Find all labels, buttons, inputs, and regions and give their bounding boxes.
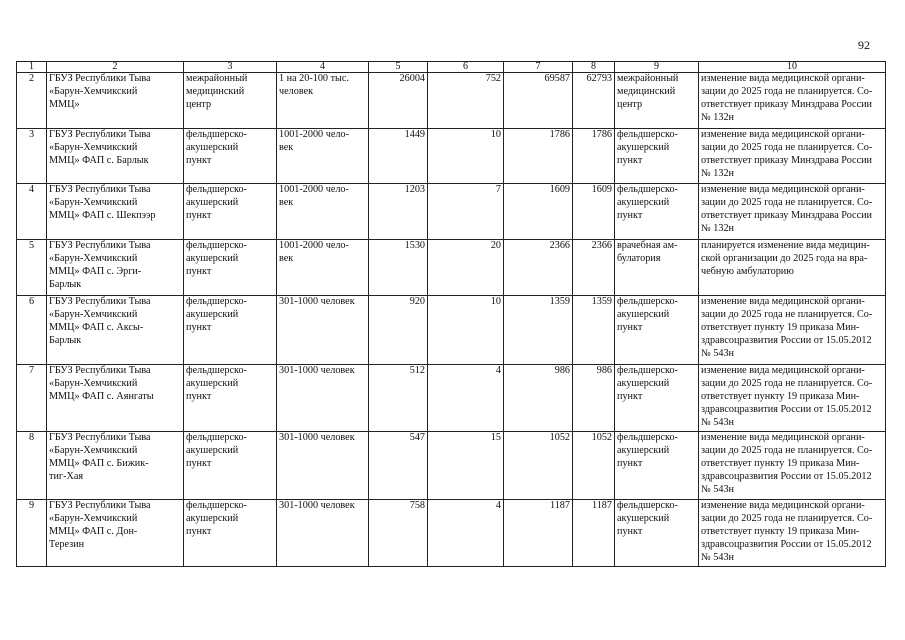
organization-cell-line: «Барун-Хемчикский bbox=[49, 512, 138, 524]
organization-type-cell bbox=[184, 129, 277, 184]
table-row bbox=[17, 184, 886, 240]
value-cell-7: 69587 bbox=[504, 73, 573, 129]
header-cell: 4 bbox=[277, 62, 369, 73]
table-row bbox=[17, 296, 886, 365]
planned-type-cell-line: фельдшерско- bbox=[617, 365, 678, 376]
planned-type-cell bbox=[615, 184, 699, 240]
population-cell-line: человек bbox=[279, 85, 314, 97]
planned-type-cell-line: центр bbox=[617, 98, 643, 110]
value-cell-5: 1449 bbox=[369, 129, 428, 184]
planned-type-cell bbox=[615, 129, 699, 184]
value-cell-8: 62793 bbox=[573, 73, 615, 129]
header-cell: 2 bbox=[47, 62, 184, 73]
organization-cell-line: ММЦ» ФАП с. Эрги- bbox=[49, 265, 142, 277]
note-cell-line: ответствует приказу Минздрава России bbox=[701, 209, 872, 221]
note-cell bbox=[699, 365, 886, 432]
note-cell bbox=[699, 129, 886, 184]
organization-type-cell-line: пункт bbox=[186, 265, 212, 277]
organization-type-cell bbox=[184, 500, 277, 567]
organization-cell-line: ММЦ» ФАП с. Дон- bbox=[49, 525, 138, 537]
planned-type-cell-line: акушерский bbox=[617, 196, 670, 208]
population-cell-line: век bbox=[279, 141, 294, 153]
row-number-cell: 4 bbox=[17, 184, 47, 240]
table-row bbox=[17, 129, 886, 184]
note-cell-line: зации до 2025 года не планируется. Со- bbox=[701, 308, 873, 320]
value-cell-5: 547 bbox=[369, 432, 428, 500]
value-cell-8: 2366 bbox=[573, 240, 615, 296]
note-cell bbox=[699, 73, 886, 129]
population-cell-line: 301-1000 человек bbox=[279, 296, 355, 307]
organization-type-cell-line: пункт bbox=[186, 390, 212, 402]
value-cell-8: 1187 bbox=[573, 500, 615, 567]
value-cell-5: 920 bbox=[369, 296, 428, 365]
organization-cell-line: «Барун-Хемчикский bbox=[49, 196, 138, 208]
note-cell-line: ответствует пункту 19 приказа Мин- bbox=[701, 457, 860, 469]
organization-type-cell-line: акушерский bbox=[186, 444, 239, 456]
note-cell-line: ответствует пункту 19 приказа Мин- bbox=[701, 321, 860, 333]
organization-type-cell-line: пункт bbox=[186, 154, 212, 166]
value-cell-7: 1786 bbox=[504, 129, 573, 184]
note-cell-line: здравсоцразвития России от 15.05.2012 bbox=[701, 538, 872, 550]
header-cell: 3 bbox=[184, 62, 277, 73]
header-cell: 9 bbox=[615, 62, 699, 73]
note-cell-line: ской организации до 2025 года на вра- bbox=[701, 252, 868, 264]
organization-cell-line: ММЦ» ФАП с. Аксы- bbox=[49, 321, 144, 333]
note-cell-line: № 543н bbox=[701, 551, 734, 563]
organization-cell-line: ММЦ» ФАП с. Бижик- bbox=[49, 457, 149, 469]
header-cell: 8 bbox=[573, 62, 615, 73]
population-cell bbox=[277, 500, 369, 567]
organization-cell-line: ГБУЗ Республики Тыва bbox=[49, 240, 151, 251]
row-number-cell: 2 bbox=[17, 73, 47, 129]
planned-type-cell-line: булатория bbox=[617, 252, 661, 264]
organization-type-cell-line: фельдшерско- bbox=[186, 500, 247, 511]
organization-type-cell-line: медицинский bbox=[186, 85, 245, 97]
value-cell-6: 4 bbox=[428, 500, 504, 567]
organization-cell-line: Барлык bbox=[49, 278, 82, 290]
organization-cell-line: ММЦ» ФАП с. Аянгаты bbox=[49, 390, 154, 402]
organization-type-cell bbox=[184, 432, 277, 500]
value-cell-6: 752 bbox=[428, 73, 504, 129]
table-row bbox=[17, 432, 886, 500]
planned-type-cell-line: пункт bbox=[617, 321, 643, 333]
organization-cell-line: «Барун-Хемчикский bbox=[49, 308, 138, 320]
planned-type-cell-line: пункт bbox=[617, 457, 643, 469]
organization-type-cell-line: фельдшерско- bbox=[186, 184, 247, 195]
note-cell-line: № 132н bbox=[701, 167, 734, 179]
planned-type-cell-line: акушерский bbox=[617, 377, 670, 389]
note-cell-line: зации до 2025 года не планируется. Со- bbox=[701, 377, 873, 389]
organization-type-cell-line: пункт bbox=[186, 457, 212, 469]
organization-cell-line: «Барун-Хемчикский bbox=[49, 377, 138, 389]
planned-type-cell-line: фельдшерско- bbox=[617, 129, 678, 140]
planned-type-cell-line: пункт bbox=[617, 154, 643, 166]
organization-type-cell bbox=[184, 240, 277, 296]
value-cell-6: 7 bbox=[428, 184, 504, 240]
organization-cell-line: ГБУЗ Республики Тыва bbox=[49, 129, 151, 140]
note-cell-line: здравсоцразвития России от 15.05.2012 bbox=[701, 334, 872, 346]
organization-cell-line: ММЦ» ФАП с. Шекпээр bbox=[49, 209, 156, 221]
value-cell-8: 1609 bbox=[573, 184, 615, 240]
population-cell bbox=[277, 240, 369, 296]
organization-type-cell-line: межрайонный bbox=[186, 73, 248, 84]
organization-cell-line: ГБУЗ Республики Тыва bbox=[49, 432, 151, 443]
value-cell-5: 1530 bbox=[369, 240, 428, 296]
organization-cell-line: ММЦ» bbox=[49, 98, 80, 110]
organization-type-cell-line: фельдшерско- bbox=[186, 129, 247, 140]
value-cell-5: 26004 bbox=[369, 73, 428, 129]
organization-type-cell-line: акушерский bbox=[186, 196, 239, 208]
planned-type-cell bbox=[615, 500, 699, 567]
note-cell-line: изменение вида медицинской органи- bbox=[701, 296, 865, 307]
value-cell-6: 15 bbox=[428, 432, 504, 500]
organization-cell-line: Терезин bbox=[49, 538, 85, 550]
row-number-cell: 5 bbox=[17, 240, 47, 296]
organization-cell bbox=[47, 296, 184, 365]
note-cell-line: изменение вида медицинской органи- bbox=[701, 184, 865, 195]
organization-type-cell-line: центр bbox=[186, 98, 212, 110]
header-cell: 6 bbox=[428, 62, 504, 73]
table-row bbox=[17, 73, 886, 129]
header-cell: 1 bbox=[17, 62, 47, 73]
value-cell-6: 10 bbox=[428, 129, 504, 184]
organization-type-cell-line: пункт bbox=[186, 525, 212, 537]
planned-type-cell-line: акушерский bbox=[617, 512, 670, 524]
organization-type-cell-line: акушерский bbox=[186, 141, 239, 153]
population-cell bbox=[277, 73, 369, 129]
value-cell-6: 20 bbox=[428, 240, 504, 296]
planned-type-cell-line: медицинский bbox=[617, 85, 676, 97]
value-cell-8: 1786 bbox=[573, 129, 615, 184]
organization-cell bbox=[47, 500, 184, 567]
note-cell-line: здравсоцразвития России от 15.05.2012 bbox=[701, 403, 872, 415]
table-row bbox=[17, 500, 886, 567]
organization-type-cell bbox=[184, 73, 277, 129]
population-cell-line: век bbox=[279, 196, 294, 208]
note-cell-line: зации до 2025 года не планируется. Со- bbox=[701, 512, 873, 524]
organization-cell-line: тиг-Хая bbox=[49, 470, 84, 482]
population-cell-line: 1001-2000 чело- bbox=[279, 129, 349, 140]
organization-cell-line: ГБУЗ Республики Тыва bbox=[49, 296, 151, 307]
organization-type-cell-line: фельдшерско- bbox=[186, 432, 247, 443]
population-cell-line: 301-1000 человек bbox=[279, 500, 355, 511]
organization-cell-line: Барлык bbox=[49, 334, 82, 346]
population-cell-line: 1001-2000 чело- bbox=[279, 184, 349, 195]
organization-type-cell-line: акушерский bbox=[186, 308, 239, 320]
population-cell-line: 1 на 20-100 тыс. bbox=[279, 73, 349, 84]
note-cell-line: планируется изменение вида медицин- bbox=[701, 240, 870, 251]
organization-cell-line: «Барун-Хемчикский bbox=[49, 252, 138, 264]
organization-cell-line: ГБУЗ Республики Тыва bbox=[49, 365, 151, 376]
population-cell bbox=[277, 296, 369, 365]
note-cell-line: № 132н bbox=[701, 222, 734, 234]
organization-cell bbox=[47, 432, 184, 500]
value-cell-5: 512 bbox=[369, 365, 428, 432]
organization-type-cell bbox=[184, 365, 277, 432]
organization-type-cell bbox=[184, 184, 277, 240]
organization-type-cell-line: фельдшерско- bbox=[186, 365, 247, 376]
value-cell-6: 4 bbox=[428, 365, 504, 432]
population-cell bbox=[277, 129, 369, 184]
note-cell bbox=[699, 184, 886, 240]
organization-cell-line: «Барун-Хемчикский bbox=[49, 141, 138, 153]
organization-type-cell-line: пункт bbox=[186, 321, 212, 333]
header-cell: 5 bbox=[369, 62, 428, 73]
organization-type-cell-line: акушерский bbox=[186, 377, 239, 389]
note-cell-line: ответствует приказу Минздрава России bbox=[701, 154, 872, 166]
organization-cell-line: ГБУЗ Республики Тыва bbox=[49, 184, 151, 195]
planned-type-cell-line: акушерский bbox=[617, 308, 670, 320]
planned-type-cell-line: фельдшерско- bbox=[617, 432, 678, 443]
planned-type-cell-line: фельдшерско- bbox=[617, 500, 678, 511]
planned-type-cell-line: фельдшерско- bbox=[617, 296, 678, 307]
value-cell-7: 1187 bbox=[504, 500, 573, 567]
note-cell-line: № 132н bbox=[701, 111, 734, 123]
table-header-row bbox=[17, 62, 886, 73]
note-cell-line: изменение вида медицинской органи- bbox=[701, 432, 865, 443]
value-cell-8: 1052 bbox=[573, 432, 615, 500]
value-cell-8: 1359 bbox=[573, 296, 615, 365]
note-cell bbox=[699, 296, 886, 365]
note-cell-line: ответствует пункту 19 приказа Мин- bbox=[701, 390, 860, 402]
row-number-cell: 7 bbox=[17, 365, 47, 432]
organization-type-cell-line: фельдшерско- bbox=[186, 296, 247, 307]
note-cell-line: чебную амбулаторию bbox=[701, 265, 794, 277]
population-cell-line: 301-1000 человек bbox=[279, 432, 355, 443]
planned-type-cell bbox=[615, 365, 699, 432]
planned-type-cell-line: врачебная ам- bbox=[617, 240, 678, 251]
note-cell-line: ответствует пункту 19 приказа Мин- bbox=[701, 525, 860, 537]
value-cell-7: 1609 bbox=[504, 184, 573, 240]
organization-cell-line: ММЦ» ФАП с. Барлык bbox=[49, 154, 149, 166]
organization-cell-line: ГБУЗ Республики Тыва bbox=[49, 500, 151, 511]
organization-type-cell-line: акушерский bbox=[186, 512, 239, 524]
row-number-cell: 3 bbox=[17, 129, 47, 184]
row-number-cell: 8 bbox=[17, 432, 47, 500]
note-cell-line: изменение вида медицинской органи- bbox=[701, 73, 865, 84]
medical-organizations-table bbox=[16, 61, 886, 567]
note-cell-line: изменение вида медицинской органи- bbox=[701, 129, 865, 140]
note-cell-line: ответствует приказу Минздрава России bbox=[701, 98, 872, 110]
value-cell-7: 2366 bbox=[504, 240, 573, 296]
header-cell: 10 bbox=[699, 62, 886, 73]
planned-type-cell bbox=[615, 432, 699, 500]
note-cell bbox=[699, 240, 886, 296]
table-row bbox=[17, 240, 886, 296]
population-cell bbox=[277, 365, 369, 432]
note-cell-line: здравсоцразвития России от 15.05.2012 bbox=[701, 470, 872, 482]
note-cell-line: изменение вида медицинской органи- bbox=[701, 365, 865, 376]
organization-cell-line: «Барун-Хемчикский bbox=[49, 444, 138, 456]
planned-type-cell bbox=[615, 73, 699, 129]
note-cell bbox=[699, 432, 886, 500]
population-cell bbox=[277, 184, 369, 240]
planned-type-cell-line: пункт bbox=[617, 390, 643, 402]
planned-type-cell-line: акушерский bbox=[617, 444, 670, 456]
value-cell-5: 758 bbox=[369, 500, 428, 567]
value-cell-7: 1052 bbox=[504, 432, 573, 500]
organization-cell-line: ГБУЗ Республики Тыва bbox=[49, 73, 151, 84]
organization-type-cell-line: пункт bbox=[186, 209, 212, 221]
note-cell bbox=[699, 500, 886, 567]
row-number-cell: 6 bbox=[17, 296, 47, 365]
note-cell-line: № 543н bbox=[701, 416, 734, 428]
population-cell-line: 301-1000 человек bbox=[279, 365, 355, 376]
organization-type-cell bbox=[184, 296, 277, 365]
note-cell-line: зации до 2025 года не планируется. Со- bbox=[701, 196, 873, 208]
organization-cell bbox=[47, 73, 184, 129]
organization-type-cell-line: акушерский bbox=[186, 252, 239, 264]
value-cell-5: 1203 bbox=[369, 184, 428, 240]
planned-type-cell bbox=[615, 296, 699, 365]
note-cell-line: изменение вида медицинской органи- bbox=[701, 500, 865, 511]
planned-type-cell-line: пункт bbox=[617, 525, 643, 537]
organization-type-cell-line: фельдшерско- bbox=[186, 240, 247, 251]
planned-type-cell-line: акушерский bbox=[617, 141, 670, 153]
planned-type-cell-line: пункт bbox=[617, 209, 643, 221]
note-cell-line: № 543н bbox=[701, 483, 734, 495]
value-cell-7: 986 bbox=[504, 365, 573, 432]
row-number-cell: 9 bbox=[17, 500, 47, 567]
table-row bbox=[17, 365, 886, 432]
organization-cell-line: «Барун-Хемчикский bbox=[49, 85, 138, 97]
note-cell-line: № 543н bbox=[701, 347, 734, 359]
value-cell-7: 1359 bbox=[504, 296, 573, 365]
note-cell-line: зации до 2025 года не планируется. Со- bbox=[701, 444, 873, 456]
header-cell: 7 bbox=[504, 62, 573, 73]
organization-cell bbox=[47, 184, 184, 240]
organization-cell bbox=[47, 240, 184, 296]
organization-cell bbox=[47, 365, 184, 432]
population-cell-line: век bbox=[279, 252, 294, 264]
planned-type-cell-line: межрайонный bbox=[617, 73, 679, 84]
value-cell-8: 986 bbox=[573, 365, 615, 432]
note-cell-line: зации до 2025 года не планируется. Со- bbox=[701, 85, 873, 97]
population-cell-line: 1001-2000 чело- bbox=[279, 240, 349, 251]
planned-type-cell bbox=[615, 240, 699, 296]
page-number: 92 bbox=[858, 38, 870, 52]
planned-type-cell-line: фельдшерско- bbox=[617, 184, 678, 195]
population-cell bbox=[277, 432, 369, 500]
value-cell-6: 10 bbox=[428, 296, 504, 365]
organization-cell bbox=[47, 129, 184, 184]
note-cell-line: зации до 2025 года не планируется. Со- bbox=[701, 141, 873, 153]
